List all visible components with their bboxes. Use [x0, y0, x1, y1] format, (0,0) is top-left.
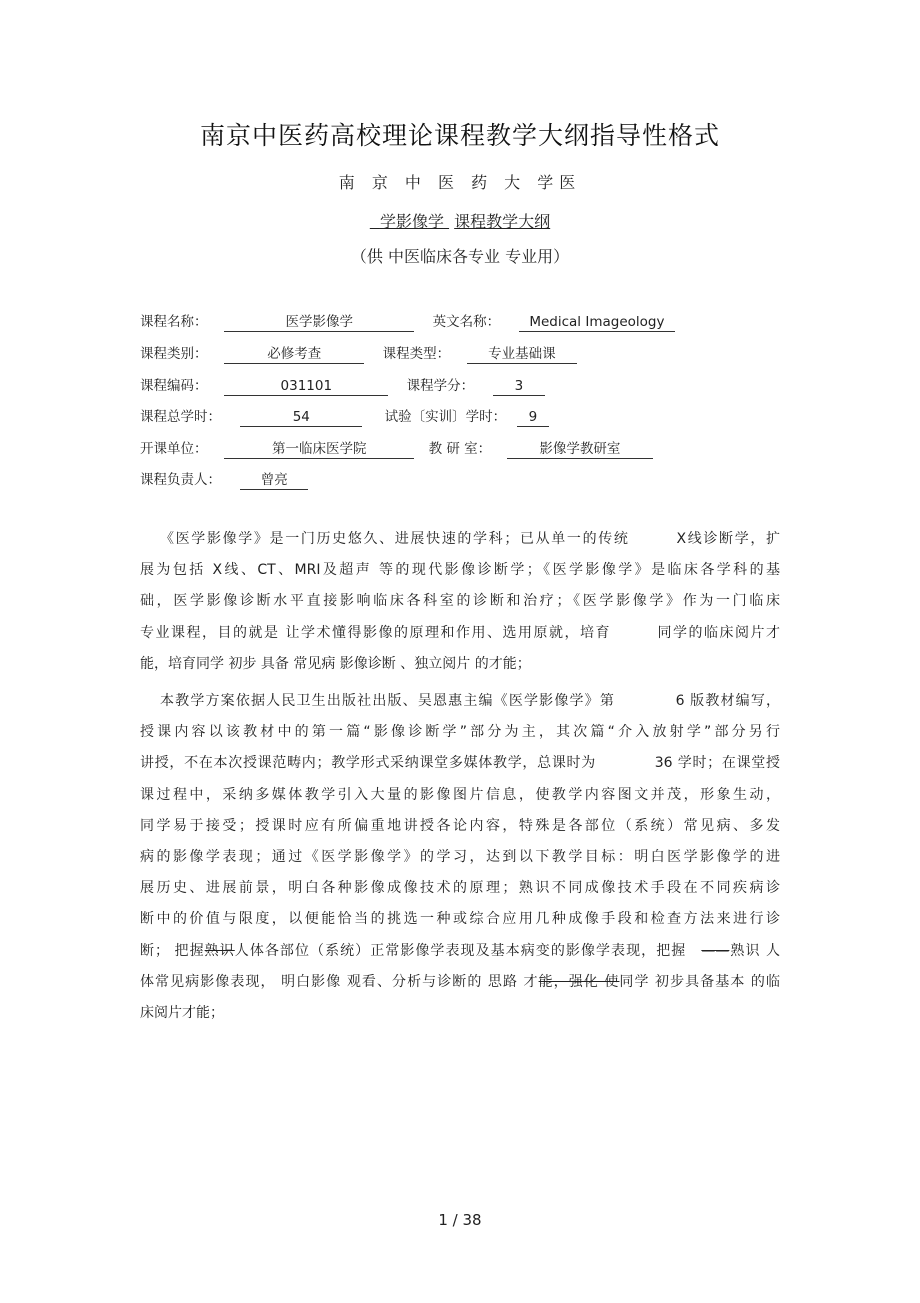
- offering-unit-value: 第一临床医学院: [224, 440, 414, 459]
- course-type-label: 课程类型：: [382, 346, 451, 362]
- line-text: 断； 把握: [140, 942, 205, 959]
- paragraph-line: 展历史、进展前景，明白各种影像成像技术的原理；熟识不同成像技术手段在不同疾病诊: [140, 880, 780, 897]
- paragraph-line: [140, 967, 780, 998]
- course-category-label: 课程类别：: [140, 346, 208, 362]
- line-text: 人体各部位（系统）正常影像学表现及基本病变的影像学表现，把握: [234, 942, 702, 959]
- info-row-unit: [140, 437, 653, 459]
- document-title: 南京中医药高校理论课程教学大纲指导性格式: [199, 121, 720, 150]
- line-text: 体常见病影像表现， 明白影像 观看、分析与诊断的 思路 才: [140, 973, 539, 990]
- course-type-value: 专业基础课: [467, 345, 577, 364]
- lab-hours-label: 试验〔实训〕学时：: [384, 409, 507, 425]
- struck-text: 熟识: [204, 942, 235, 959]
- course-name-label: 课程名称：: [140, 314, 208, 330]
- struck-text: ——: [701, 942, 730, 959]
- info-row-type: [140, 342, 577, 364]
- lab-hours-value: 9: [517, 408, 549, 427]
- info-row-hours: [140, 405, 549, 427]
- paragraph-line: 能，培育同学 初步 具备 常见病 影像诊断 、独立阅片 的才能；: [140, 655, 531, 672]
- total-hours-label: 课程总学时：: [140, 409, 221, 425]
- page-number: 1 / 38: [438, 1211, 482, 1229]
- course-name-value: 医学影像学: [224, 313, 414, 332]
- intro-paragraph: [140, 524, 780, 680]
- subtitle-rest: 课程教学大纲: [454, 212, 551, 231]
- total-hours-value: 54: [240, 408, 362, 427]
- info-row-head: [140, 468, 308, 490]
- plan-paragraph: [140, 686, 780, 1029]
- paragraph-line: 同学易于接受；授课时应有所偏重地讲授各论内容，特殊是各部位（系统）常见病、多发: [140, 817, 780, 834]
- paragraph-line: 专业课程，目的就是 让学术懂得影像的原理和作用、选用原就，培育 同学的临床阅片才: [140, 624, 780, 641]
- paragraph-line: 础，医学影像诊断水平直接影响临床各科室的诊断和治疗；《医学影像学》作为一门临床: [140, 593, 780, 610]
- paragraph-line: 展为包括 X线、CT、MRI及超声 等的现代影像诊断学；《医学影像学》是临床各学科的基: [140, 562, 780, 579]
- paragraph-line: 讲授，不在本次授课范畴内；教学形式采纳课堂多媒体教学，总课时为 36 学时；在课堂授: [140, 755, 780, 772]
- english-name-value: Medical Imageology: [519, 313, 675, 332]
- course-category-value: 必修考查: [224, 345, 364, 364]
- line-text: 同学 初步具备基本 的临: [619, 973, 780, 990]
- paragraph-line: [140, 936, 780, 967]
- course-head-label: 课程负责人：: [140, 472, 221, 488]
- department-value: 影像学教研室: [507, 440, 653, 459]
- course-credit-value: 3: [493, 377, 545, 396]
- department-label: 教 研 室：: [428, 441, 492, 457]
- paragraph-line: 授课内容以该教材中的第一篇“影像诊断学”部分为主，其次篇“介入放射学”部分另行: [140, 724, 780, 741]
- course-head-value: 曾亮: [240, 471, 308, 490]
- course-code-value: 031101: [224, 377, 388, 396]
- paragraph-line: 病的影像学表现；通过《医学影像学》的学习，达到以下教学目标：明白医学影像学的进: [140, 849, 780, 866]
- info-row-code: [140, 374, 545, 396]
- struck-text: 能，强化 使: [538, 973, 620, 990]
- paragraph-line: 课过程中，采纳多媒体教学引入大量的影像图片信息，使教学内容图文并茂，形象生动，: [140, 786, 780, 803]
- audience-line: （供 中医临床各专业 专业用）: [350, 247, 570, 266]
- course-credit-label: 课程学分：: [406, 378, 475, 394]
- school-name: 南 京 中 医 药 大 学医: [338, 173, 582, 192]
- line-text: 熟识 人: [729, 942, 781, 959]
- paragraph-line: 本教学方案依据人民卫生出版社出版、吴恩惠主编《医学影像学》第 6 版教材编写，: [160, 693, 780, 709]
- offering-unit-label: 开课单位：: [140, 441, 208, 457]
- paragraph-line: 《医学影像学》是一门历史悠久、进展快速的学科；已从单一的传统 X线诊断学，扩: [160, 531, 780, 547]
- info-row-name: [140, 310, 675, 332]
- syllabus-subtitle: [0, 209, 920, 232]
- course-code-label: 课程编码：: [140, 378, 208, 394]
- subtitle-course: 学影像学: [379, 212, 444, 231]
- paragraph-line: 床阅片才能；: [140, 1005, 224, 1022]
- paragraph-line: 断中的价值与限度，以便能恰当的挑选一种或综合应用几种成像手段和检查方法来进行诊: [140, 911, 780, 928]
- english-name-label: 英文名称：: [432, 314, 501, 330]
